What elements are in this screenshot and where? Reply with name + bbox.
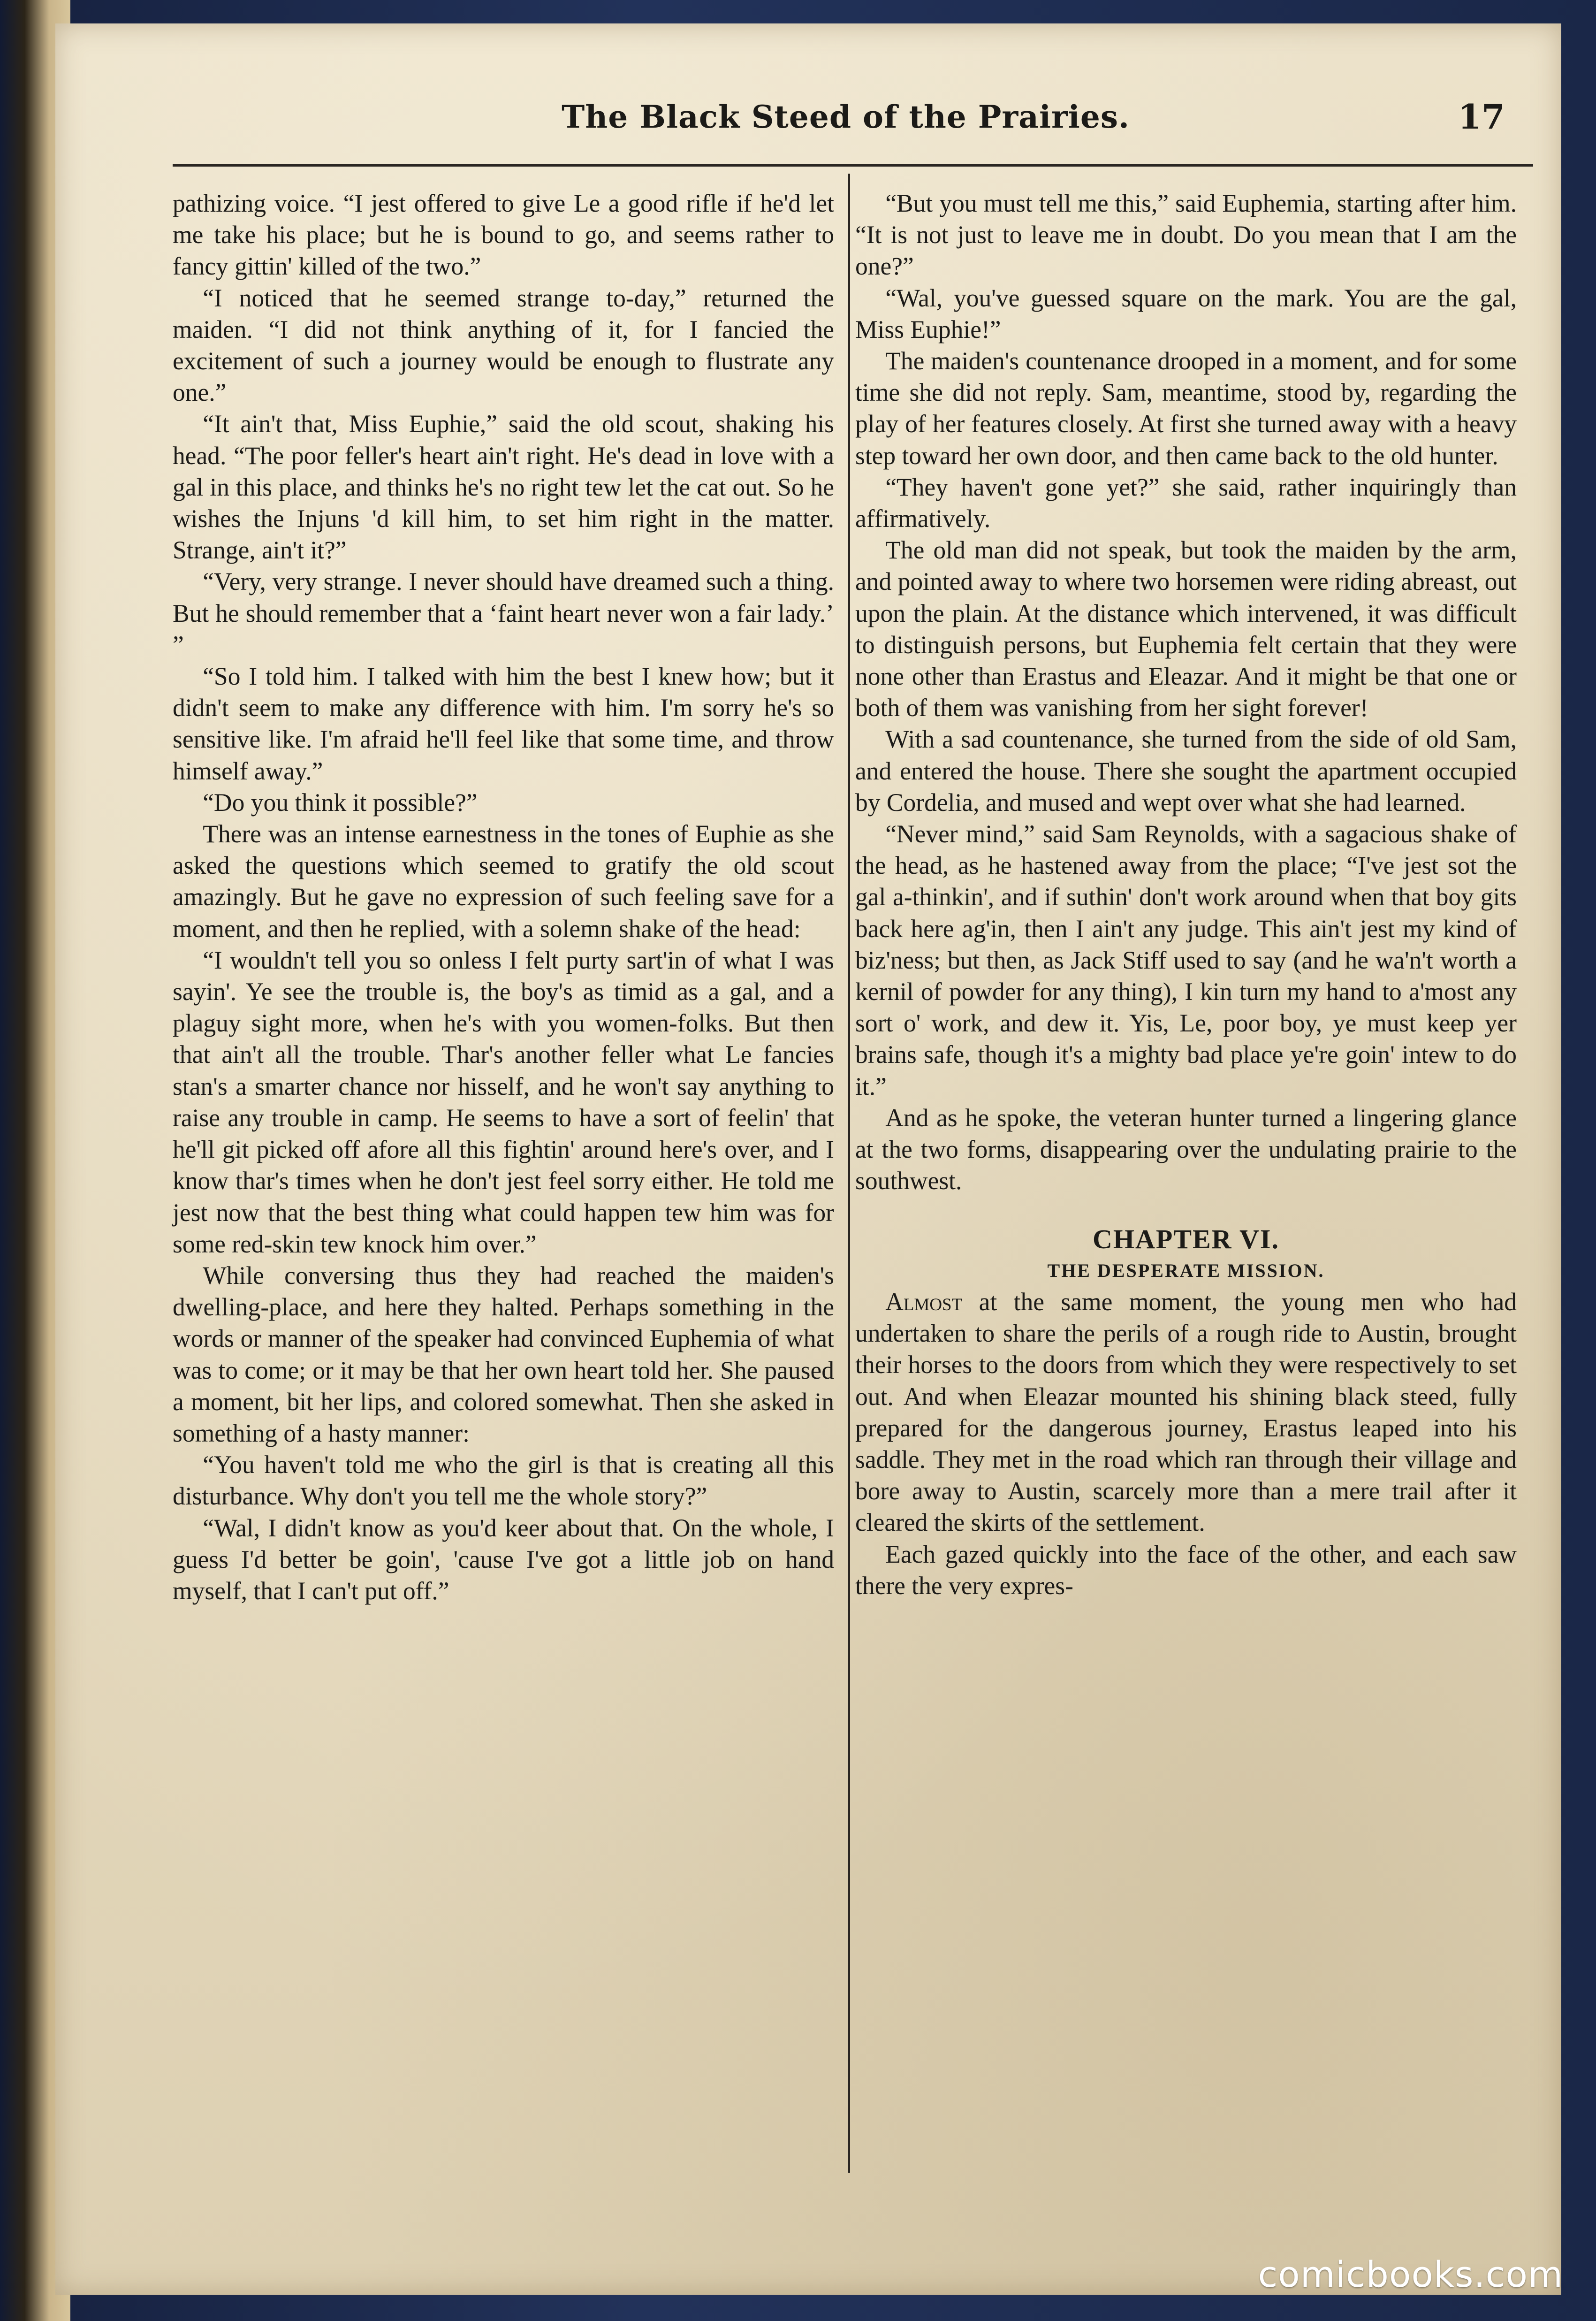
chapter-opening-paragraph bbox=[855, 1286, 1517, 1539]
right-column bbox=[855, 188, 1517, 1602]
chapter-heading: CHAPTER VI. bbox=[1093, 1223, 1279, 1254]
paragraph: The maiden's countenance drooped in a moment, and for some time she did not reply. Sam, meantime, stood by, regarding the play of her features closely. At first she turned away with a heavy step toward her own door, and then came back to the old hunter. bbox=[855, 347, 1517, 470]
paragraph: Each gazed quickly into the face of the other, and each saw there the very expres- bbox=[855, 1540, 1517, 1600]
paragraph: “Never mind,” said Sam Reynolds, with a sagacious shake of the head, as he hastened away from the place; “I've jest sot the gal a-thinkin', and if suthin' don't work around when that boy gits back here ag'in, then I ain't any judge. This ain't jest my kind of biz'ness; but then, as Jack Stiff used to say (and he wa'n't worth a kernil of powder for any thing), I kin turn my hand to a'most any sort o' work, and dew it. Yis, Le, poor boy, ye must keep yer brains safe, though it's a mighty bad place ye're goin' intew to do it.” bbox=[855, 820, 1517, 1100]
chapter-opening-text: at the same moment, the young men who had undertaken to share the perils of a rough ride to Austin, brought their horses to the doors from which they were respectively to set out. And when Eleazar mounted his shining black steed, fully prepared for the dangerous journey, Erastus leaped into his saddle. They met in the road which ran through their village and bore away to Austin, scarcely more than a mere trail after it cleared the skirts of the settlement. bbox=[855, 1287, 1517, 1537]
paragraph: “I wouldn't tell you so onless I felt purty sart'in of what I was sayin'. Ye see the trouble is, the boy's as timid as a gal, and a plaguy sight more, when he's with you women-folks. But then that ain't all the trouble. Thar's another feller what Le fancies stan's a smarter chance nor hisself, and he won't say anything to raise any trouble in camp. He seems to have a sort of feelin' that he'll git picked off afore all this fightin' around here's over, and I know thar's times when he don't jest feel sorry either. He told me jest now that the best thing what could happen tew him was for some red-skin tew knock him over.” bbox=[173, 946, 834, 1258]
chapter-subtitle: THE DESPERATE MISSION. bbox=[1047, 1260, 1325, 1281]
magazine-page bbox=[55, 23, 1561, 2295]
paragraph: The old man did not speak, but took the maiden by the arm, and pointed away to where two horsemen were riding abreast, out upon the plain. At the distance which intervened, it was difficult to distinguish persons, but Euphemia felt certain that they were none other than Erastus and Eleazar. And it might be that one or both of them was vanishing from her sight forever! bbox=[855, 536, 1517, 722]
running-title: The Black Steed of the Prairies. bbox=[562, 99, 1130, 135]
paragraph: “Wal, you've guessed square on the mark. You are the gal, Miss Euphie!” bbox=[855, 283, 1517, 344]
paragraph: “It ain't that, Miss Euphie,” said the old scout, shaking his head. “The poor feller's heart ain't right. He's dead in love with a gal in this place, and thinks he's no right tew let the cat out. So he wishes the Injuns 'd kill him, to set him right in the matter. Strange, ain't it?” bbox=[173, 410, 834, 565]
left-column bbox=[173, 188, 834, 1607]
paragraph: pathizing voice. “I jest offered to give Le a good rifle if he'd let me take his place; but he is bound to go, and seems rather to fancy gittin' killed of the two.” bbox=[173, 189, 834, 281]
paragraph: With a sad countenance, she turned from the side of old Sam, and entered the house. There she sought the apartment occupied by Cordelia, and mused and wept over what she had learned. bbox=[855, 725, 1517, 817]
paragraph: “Wal, I didn't know as you'd keer about that. On the whole, I guess I'd better be goin', 'cause I've got a little job on hand myself, that I can't put off.” bbox=[173, 1513, 834, 1605]
page-header bbox=[55, 84, 1561, 150]
paragraph: “But you must tell me this,” said Euphemia, starting after him. “It is not just to leave me in doubt. Do you mean that I am the one?” bbox=[855, 189, 1517, 281]
chapter-first-word: Almost bbox=[885, 1287, 963, 1316]
paragraph: “You haven't told me who the girl is that is creating all this disturbance. Why don't you tell me the whole story?” bbox=[173, 1451, 834, 1511]
paragraph: “They haven't gone yet?” she said, rather inquiringly than affirmatively. bbox=[855, 473, 1517, 533]
paragraph: “Do you think it possible?” bbox=[203, 788, 478, 817]
paragraph: “So I told him. I talked with him the best I knew how; but it didn't seem to make any difference with him. I'm sorry he's so sensitive like. I'm afraid he'll feel like that some time, and throw himself away.” bbox=[173, 662, 834, 785]
paragraph: “I noticed that he seemed strange to-day,” returned the maiden. “I did not think anything of it, for I fancied the excitement of such a journey would be enough to flustrate any one.” bbox=[173, 283, 834, 407]
header-rule bbox=[173, 164, 1533, 167]
page-number: 17 bbox=[1458, 97, 1505, 137]
paragraph: “Very, very strange. I never should have dreamed such a thing. But he should remember that a ‘faint heart never won a fair lady.’ ” bbox=[173, 567, 834, 659]
paragraph: There was an intense earnestness in the tones of Euphie as she asked the questions which seemed to gratify the old scout amazingly. But he gave no expression of such feeling save for a moment, and then he replied, with a solemn shake of the head: bbox=[173, 820, 834, 943]
paragraph: While conversing thus they had reached the maiden's dwelling-place, and here they halted. Perhaps something in the words or manner of the speaker had convinced Euphemia of what was to come; or it may be that her own heart told her. She paused a moment, bit her lips, and colored somewhat. Then she asked in something of a hasty manner: bbox=[173, 1261, 834, 1447]
column-divider bbox=[848, 174, 850, 2173]
site-watermark: comicbooks.com bbox=[1258, 2253, 1563, 2295]
paragraph: And as he spoke, the veteran hunter turned a lingering glance at the two forms, disappearing over the undulating prairie to the southwest. bbox=[855, 1103, 1517, 1195]
